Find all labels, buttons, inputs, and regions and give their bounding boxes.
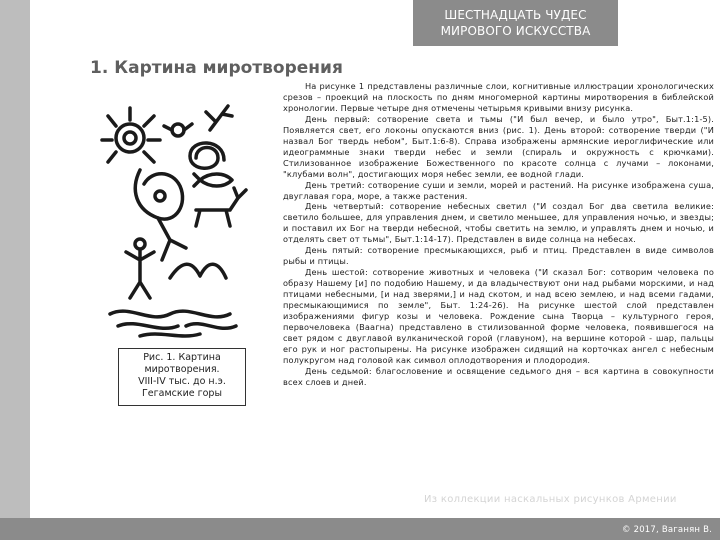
figure-caption [118, 348, 246, 406]
paragraph-day-1-2: День первый: сотворение света и тьмы ("И был вечер, и было утро", Быт.1:1-5). Появляется свет, его локоны опускаются вниз (рис. 1). День второй: сотворение тверди ("И назвал Бог твердь небом", Быт.1:6-8). Справа изображены армянские иероглифические или идеограммные знаки тверди небес и земли (спираль и окружность с крючками). Стилизованное изображение Божественного по красоте солнца с лучами – локонами, "клубами волн", достигающих моря небес земли, ее водной глади. [283, 113, 714, 179]
footer-bar [0, 518, 720, 540]
header-banner [413, 0, 618, 46]
paragraph-intro: На рисунке 1 представлены различные слои, когнитивные иллюстрации хронологических срезов – проекций на плоскость по дням многомерной картины миротворения в библейской хронологии. Первые четыре дня отмечены четырьмя кривыми внизу рисунка. [283, 81, 714, 113]
body-text [283, 81, 714, 388]
paragraph-day-4: День четвертый: сотворение небесных светил ("И создал Бог два светила великие: светило большее, для управления днем, и светило меньшее, для управления ночью, и звезды; и поставил их Бог на тверди небесной, чтобы светить на землю, и управлять днем и ночью, и отделять свет от тьмы", Быт.1:14-17). Представлен в виде солнца на небесах. [283, 201, 714, 245]
paragraph-day-6: День шестой: сотворение животных и человека ("И сказал Бог: сотворим человека по образу Нашему [и] по подобию Нашему, и да владычествуют они над рыбами морскими, и над птицами небесными, [и над зверями,] и над скотом, и над всею землею, и над всеми гадами, пресмыкающимися по земле", Быт. 1:24-26). На рисунке шестой слой представлен изображениями фигур козы и человека. Рождение сына Творца – культурного героя, первочеловека (Ваагна) представлено в стилизованной форме человека, появившегося на свет рядом с двуглавой вулканической горой (главуном), на вершине которой - шар, пальцы его рук и ног растопырены. На рисунке изображен сидящий на корточках ангел с небесным полукругом над головой как символ оплодотворения и плодородия. [283, 267, 714, 365]
paragraph-day-3: День третий: сотворение суши и земли, морей и растений. На рисунке изображена суша, двуглавая гора, море, а также растения. [283, 179, 714, 201]
caption-line-1: Рис. 1. Картина [143, 352, 221, 363]
copyright-text: © 2017, Ваганян В. [621, 525, 712, 535]
slide-title: 1. Картина миротворения [90, 58, 343, 78]
left-decor-bar [0, 0, 30, 540]
paragraph-day-7: День седьмой: благословение и освящение седьмого дня – вся картина в совокупности всех слоев и дней. [283, 365, 714, 387]
header-line-2: МИРОВОГО ИСКУССТВА [440, 24, 591, 38]
header-line-1: ШЕСТНАДЦАТЬ ЧУДЕС [444, 8, 587, 22]
caption-line-3: VIII-IV тыс. до н.э. [138, 376, 226, 387]
source-note: Из коллекции наскальных рисунков Армении [424, 494, 677, 505]
petroglyph-drawing [100, 100, 260, 340]
petroglyph-image [100, 100, 260, 340]
paragraph-day-5: День пятый: сотворение пресмыкающихся, рыб и птиц. Представлен в виде символов рыбы и птицы. [283, 245, 714, 267]
caption-line-4: Гегамские горы [142, 388, 222, 399]
caption-line-2: миротворения. [144, 364, 220, 375]
